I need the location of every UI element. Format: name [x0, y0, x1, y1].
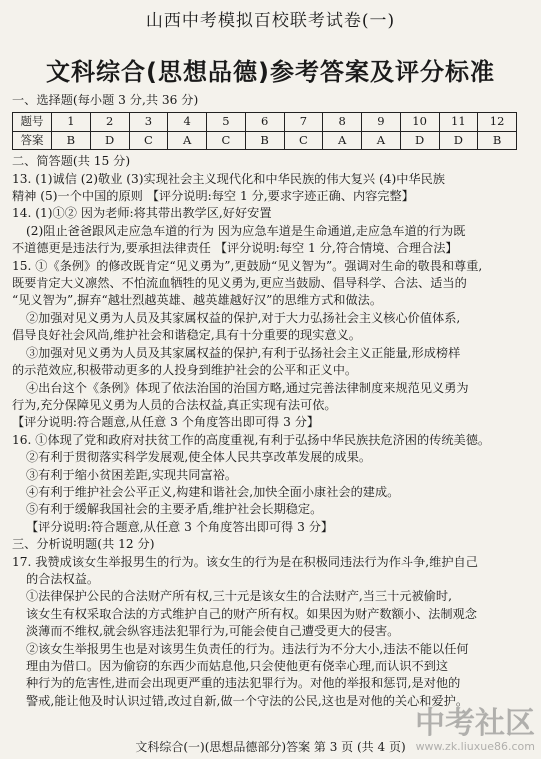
table-row-answers — [13, 131, 517, 149]
text-line: 不道德更是违法行为,要承担法律责任 【评分说明:每空 1 分,符合情境、合理合法】 — [12, 241, 458, 256]
text-line: 精神 (5)一个中国的原则 【评分说明:每空 1 分,要求字迹正确、内容完整】 — [12, 189, 414, 204]
text-line: ①法律保护公民的合法财产所有权,三十元是该女生的合法财产,当三十元被偷时, — [26, 589, 452, 604]
question-number: 4 — [168, 113, 207, 131]
section1-heading: 一、选择题(每小题 3 分,共 36 分) — [12, 93, 199, 107]
watermark-logo-text: 中考社区 — [415, 706, 535, 741]
text-line: ②有利于贯彻落实科学发展观,使全体人民共享改革发展的成果。 — [26, 450, 372, 465]
text-line: 种行为的危害性,进而会出现更严重的违法犯罪行为。对他的举报和惩罚,是对他的 — [26, 676, 461, 691]
section3-lines — [12, 554, 532, 711]
answer-cell: D — [90, 131, 129, 149]
text-line: ②加强对见义勇为人员及其家属权益的保护,对于大力弘扬社会主义核心价值体系, — [26, 310, 461, 325]
question-number: 6 — [245, 113, 284, 131]
question-number: 12 — [478, 113, 517, 131]
answer-cell: C — [284, 131, 323, 149]
answer-cell: B — [245, 131, 284, 149]
question-number: 9 — [362, 113, 401, 131]
answer-cell: B — [52, 131, 91, 149]
question-number: 7 — [284, 113, 323, 131]
page-title: 文科综合(思想品德)参考答案及评分标准 — [46, 58, 495, 86]
text-line: 淡薄而不维权,就会纵容违法犯罪行为,可能会使自己遭受更大的侵害。 — [26, 624, 400, 639]
text-line: 13. (1)诚信 (2)敬业 (3)实现社会主义现代化和中华民族的伟大复兴 (4)中华民族 — [12, 171, 445, 186]
text-line: ②该女生举报男生也是对该男生负责任的行为。违法行为不分大小,违法不能以任何 — [26, 641, 469, 656]
text-line: “见义智为”,摒弃“越壮烈越英雄、越英雄越好汉”的思维方式和做法。 — [12, 293, 383, 308]
row-label-answer: 答案 — [13, 131, 52, 149]
text-line: ④有利于维护社会公平正义,构建和谐社会,加快全面小康社会的建成。 — [26, 484, 400, 499]
text-line: 17. 我赞成该女生举报男生的行为。该女生的行为是在积极同违法行为作斗争,维护自己 — [12, 554, 478, 569]
text-line: 倡导良好社会风尚,维护社会和谐稳定,具有十分重要的现实意义。 — [12, 328, 361, 343]
page-footer: 文科综合(一)(思想品德部分)答案 第 3 页 (共 4 页) — [135, 740, 406, 754]
text-line: 16. ①体现了党和政府对扶贫工作的高度重视,有利于弘扬中华民族扶危济困的传统美德。 — [12, 432, 491, 447]
question-number: 5 — [207, 113, 246, 131]
scoring-note: 【评分说明:符合题意,从任意 3 个角度答出即可得 3 分】 — [26, 519, 334, 534]
section2-heading: 二、简答题(共 15 分) — [12, 154, 131, 169]
text-line: 既要肯定大义凛然、不怕流血牺牲的见义勇为,更应当鼓励、倡导科学、合法、适当的 — [12, 276, 467, 291]
answer-cell: D — [400, 131, 439, 149]
exam-header: 山西中考模拟百校联考试卷(一) — [145, 11, 396, 31]
answer-cell: A — [323, 131, 362, 149]
question-number: 11 — [439, 113, 478, 131]
site-watermark — [385, 708, 535, 756]
text-line: 该女生有权采取合法的方式维护自己的财产所有权。如果因为财产数额小、法制观念 — [26, 606, 477, 621]
answer-cell: C — [129, 131, 168, 149]
text-line: 的合法权益。 — [26, 571, 100, 586]
section2-lines — [12, 171, 532, 537]
answer-cell: C — [207, 131, 246, 149]
question-number: 8 — [323, 113, 362, 131]
row-label-number: 题号 — [13, 113, 52, 131]
answer-body — [12, 92, 532, 710]
text-line: 15. ①《条例》的修改既肯定“见义勇为”,更鼓励“见义智为”。强调对生命的敬畏和尊重, — [12, 258, 483, 273]
text-line: 14. (1)①② 因为老师:将其带出教学区,好好安置 — [12, 206, 272, 221]
table-row-numbers — [13, 113, 517, 131]
text-line: ⑤有利于缓解我国社会的主要矛盾,维护社会长期稳定。 — [26, 502, 323, 517]
section3-heading: 三、分析说明题(共 12 分) — [12, 537, 155, 552]
answer-cell: A — [168, 131, 207, 149]
text-line: ③有利于缩小贫困差距,实现共同富裕。 — [26, 467, 238, 482]
answer-cell: D — [439, 131, 478, 149]
question-number: 1 — [52, 113, 91, 131]
question-number: 10 — [400, 113, 439, 131]
question-number: 3 — [129, 113, 168, 131]
answer-cell: A — [362, 131, 401, 149]
text-line: 理由为借口。因为偷窃的东西少而姑息他,只会使他更有侥幸心理,而认识不到这 — [26, 659, 449, 673]
text-line: ③加强对见义勇为人员及其家属权益的保护,有利于弘扬社会主义正能量,形成榜样 — [26, 345, 461, 360]
text-line: (2)阻止爸爸跟风走应急车道的行为 因为应急车道是生命通道,走应急车道的行为既 — [26, 223, 466, 238]
answer-table — [12, 112, 517, 150]
text-line: 警戒,能让他及时认识过错,改过自新,做一个守法的公民,这也是对他的关心和爱护。 — [26, 693, 469, 708]
scoring-note: 【评分说明:符合题意,从任意 3 个角度答出即可得 3 分】 — [12, 415, 320, 430]
answer-cell: B — [478, 131, 517, 149]
text-line: 的示范效应,积极带动更多的人投身到维护社会的公平和正义中。 — [12, 363, 358, 378]
text-line: 行为,充分保障见义勇为人员的合法权益,真正实现有法可依。 — [12, 397, 337, 412]
watermark-url: www.zk.liuxue86.com — [415, 740, 535, 753]
text-line: ④出台这个《条例》体现了依法治国的治国方略,通过完善法律制度来规范见义勇为 — [26, 380, 469, 395]
question-number: 2 — [90, 113, 129, 131]
